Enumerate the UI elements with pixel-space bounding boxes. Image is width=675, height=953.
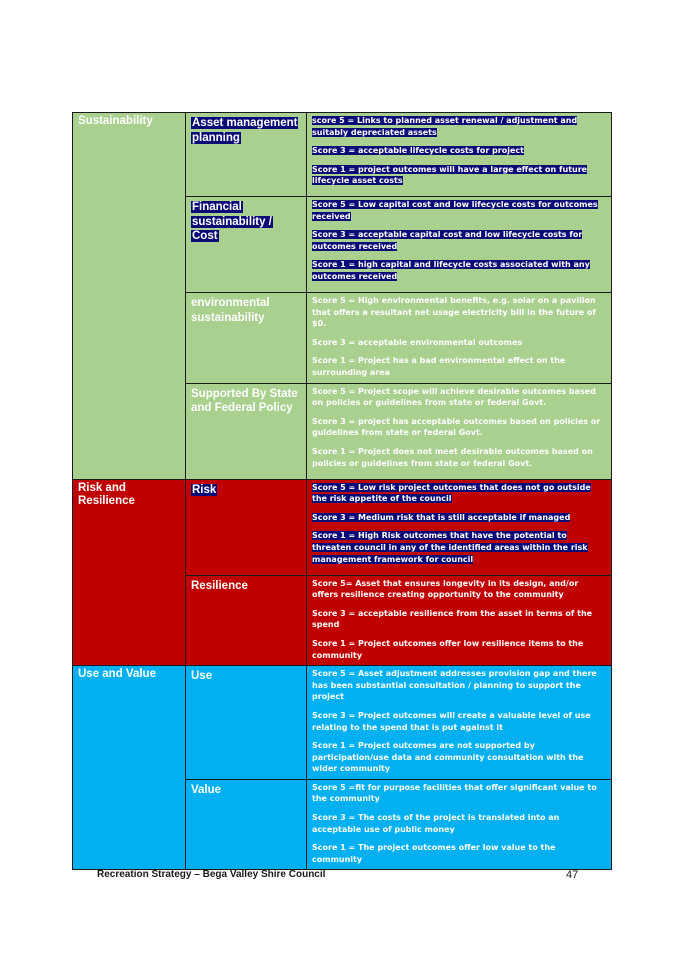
score-text: Score 5 = High environmental benefits, e.g. solar on a pavilion that offers a resultant net usage electricity bill in the future of $0. (312, 296, 596, 329)
subcategory-cell (186, 197, 307, 293)
score-text: Score 3 = acceptable resilience from the asset in terms of the spend (312, 608, 593, 630)
subcategory-label: Supported By State and Federal Policy (191, 387, 298, 415)
score-text: Score 5 = Low capital cost and low lifecycle costs for outcomes received (312, 200, 598, 221)
score-text: Score 3 = project has acceptable outcomes based on policies or guidelines from state or federal Govt. (312, 416, 601, 438)
subcategory-label: Value (191, 783, 222, 796)
score-text: Score 1 = The project outcomes offer low value to the community (312, 843, 556, 864)
score-text: Score 5 = Project scope will achieve desirable outcomes based on policies or guidelines from state or federal Govt. (312, 386, 596, 408)
score-text: Score 1 = high capital and lifecycle costs associated with any outcomes received (312, 260, 590, 281)
score-text: Score 5= Asset that ensures longevity in its design, and/or offers resilience creating opportunity to the community (312, 578, 579, 600)
subcategory-label: Risk (192, 483, 217, 496)
score-cell (307, 383, 612, 479)
table-row (73, 479, 612, 575)
score-cell (307, 779, 612, 870)
score-text: Score 1 = High Risk outcomes that have the potential to threaten council in any of the identified areas within the risk management framework for council (312, 531, 588, 564)
category-label: Use and Value (78, 668, 156, 681)
score-cell (307, 293, 612, 384)
footer-title: Recreation Strategy – Bega Valley Shire Council (97, 869, 326, 880)
subcategory-label: Resilience (191, 579, 248, 592)
score-cell (307, 113, 612, 197)
category-label: Sustainability (78, 115, 153, 127)
subcategory-cell (186, 113, 307, 197)
subcategory-cell (186, 479, 307, 575)
subcategory-cell (186, 666, 307, 780)
score-text: Score 3 = acceptable environmental outcomes (312, 337, 523, 347)
score-text: Score 3 = The costs of the project is translated into an acceptable use of public money (312, 813, 560, 834)
score-text: Score 5 = Asset adjustment addresses provision gap and there has been substantial consultation / planning to support the project (312, 669, 597, 702)
table-row (73, 666, 612, 780)
subcategory-cell (186, 779, 307, 870)
subcategory-label: Use (191, 670, 213, 683)
score-text: score 5 = Links to planned asset renewal / adjustment and suitably depreciated assets (312, 116, 578, 137)
subcategory-label: environmental sustainability (191, 297, 270, 324)
subcategory-label: Financial sustainability / Cost (192, 201, 272, 242)
subcategory-label: Asset management planning (192, 117, 298, 144)
score-text: Score 1 = Project does not meet desirable outcomes based on policies or guidelines from state or federal Govt. (312, 446, 593, 468)
score-text: Score 5 =fit for purpose facilities that offer significant value to the community (312, 782, 597, 804)
criteria-table (72, 112, 612, 870)
score-cell (307, 575, 612, 666)
category-label: Risk and Resilience (78, 481, 135, 508)
score-text: Score 3 = acceptable capital cost and low lifecycle costs for outcomes received (312, 230, 583, 251)
score-cell (307, 666, 612, 780)
subcategory-cell (186, 383, 307, 479)
score-text: Score 1 = Project outcomes are not supported by participation/use data and community consultation with the wider community (312, 741, 584, 774)
score-text: Score 1 = project outcomes will have a large effect on future lifecycle asset costs (312, 164, 588, 186)
score-text: Score 3 = Medium risk that is still acceptable if managed (312, 512, 571, 522)
subcategory-cell (186, 575, 307, 666)
score-text: Score 5 = Low risk project outcomes that does not go outside the risk appetite of the council (312, 482, 591, 504)
category-cell-use-value (73, 666, 186, 870)
category-cell-risk-resilience (73, 479, 186, 666)
page-number: 47 (566, 869, 579, 881)
score-text: Score 3 = acceptable lifecycle costs for project (312, 146, 524, 156)
score-text: Score 1 = Project outcomes offer low resilience items to the community (312, 638, 584, 660)
score-text: Score 3 = Project outcomes will create a valuable level of use relating to the spend that is put against it (312, 710, 591, 732)
score-text: Score 1 = Project has a bad environmental effect on the surrounding area (312, 356, 566, 377)
category-cell-sustainability (73, 113, 186, 480)
score-cell (307, 197, 612, 293)
score-cell (307, 479, 612, 575)
table-row (73, 113, 612, 197)
subcategory-cell (186, 293, 307, 384)
